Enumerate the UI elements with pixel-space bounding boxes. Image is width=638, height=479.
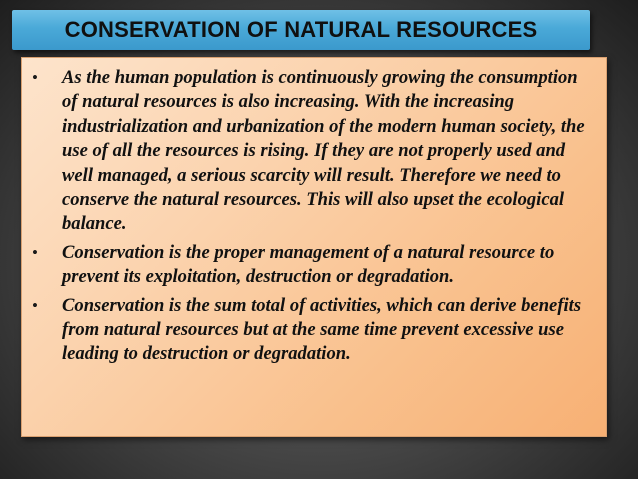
- content-box: [21, 57, 607, 437]
- slide-title: CONSERVATION OF NATURAL RESOURCES: [64, 17, 538, 42]
- bullet-icon: •: [32, 242, 38, 262]
- bullet-item-population: [30, 66, 592, 237]
- bullet-list: [30, 66, 592, 367]
- bullet-text-population: As the human population is continuously growing the consumption of natural resources is also increasing. With the increasing industrialization and urbanization of the modern human society, the use of all the resources is rising. If they are not properly used and well managed, a serious scarcity will result. Therefore we need to conserve the natural resources. This will also upset the ecological balance.: [62, 67, 585, 235]
- bullet-item-sum-total: [30, 294, 592, 367]
- bullet-icon: •: [32, 68, 38, 87]
- bullet-item-definition: [30, 241, 592, 290]
- title-bar: [12, 10, 590, 50]
- bullet-text-sum-total: Conservation is the sum total of activities, which can derive benefits from natural resources but at the same time prevent excessive use leading to destruction or degradation.: [62, 294, 582, 365]
- bullet-icon: •: [32, 295, 38, 315]
- bullet-text-definition: Conservation is the proper management of a natural resource to prevent its exploitation, destruction or degradation.: [62, 241, 555, 288]
